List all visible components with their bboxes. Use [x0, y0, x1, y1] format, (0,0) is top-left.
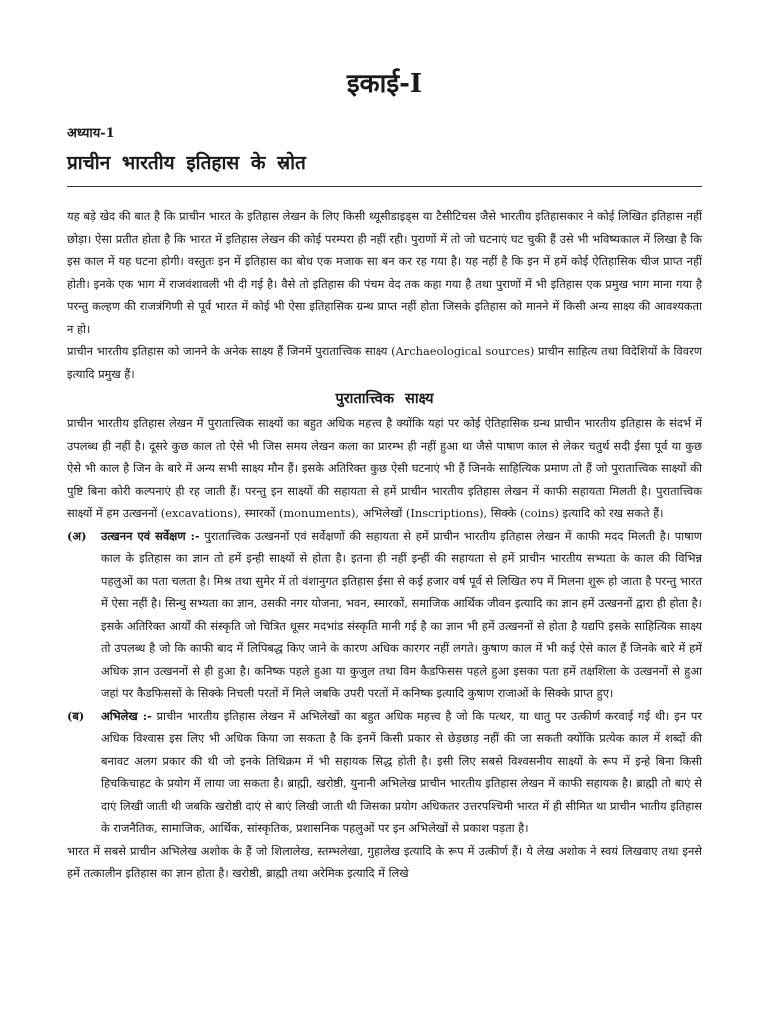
item-lead: अभिलेख :- [101, 708, 152, 723]
item-content [101, 705, 702, 840]
item-marker: (अ) [67, 528, 87, 543]
item-text: पुरातात्त्विक उत्खननों एवं सर्वेक्षणों की सहायता से हमें प्राचीन भारतीय इतिहास लेखन में काफी मदद मिलती है। पाषाण काल के इतिहास का ज्ञान तो हमें इन्ही साक्ष्यों से होता है। इतना ही नहीं इन्हीं की सहायता से हमें प्राचीन भारतीय सभ्यता के काल की विभिन्न पहलुओं का पता चलता है। मिश्र तथा सुमेर में तो वंशानुगत इतिहास ईसा से कई हजार वर्ष पूर्व से लिखित रुप में मिलना शुरू हो जाता है परन्तु भारत में ऐसा नहीं है। सिन्धु सभ्यता का ज्ञान, उसकी नगर योजना, भवन, स्मारकों, समाजिक आर्थिक जीवन इत्यादि का ज्ञान हमें उत्खननों द्वारा ही होता है। इसके अतिरिक्त आर्यों की संस्कृति जो चित्रित धूसर मदभांड संस्कृति मानी गई है का ज्ञान भी हमें उत्खननों से होता है यद्यपि इसके साहित्यिक साक्ष्य तो उपलब्ध है जो कि काफी बाद में लिपिबद्ध किए जाने के कारण अधिक कारगर नहीं लगते। कुषाण काल में भी कई ऐसे काल हैं जिनके बारे में हमें अधिक ज्ञान उत्खननों से ही हुआ है। कनिष्क पहले हुआ या कुजुल तथा विम कैडफिसस पहले हुआ इसका पता हमें तक्षशिला के उत्खननों से हुआ जहां पर कैडफिससों के सिक्के निचली परतों में मिले जबकि उपरी परतों में कनिष्क इत्यादि कुषाण राजाओं के सिक्के प्राप्त हुए। [101, 528, 702, 700]
list-item-inscriptions [67, 705, 702, 840]
ashoka-paragraph: भारत में सबसे प्राचीन अभिलेख अशोक के हैं जो शिलालेख, स्तम्भलेखा, गुहालेख इत्यादि के रूप में उत्कीर्ण हैं। ये लेख अशोक ने स्वयं लिखवाए तथा इनसे हमें तत्कालीन इतिहास का ज्ञान होता है। खरोष्ठी, ब्राह्मी तथा अरेमिक इत्यादि में लिखे [67, 843, 702, 880]
document-body [67, 205, 702, 885]
title-divider [67, 186, 702, 187]
list-item-excavation [67, 525, 702, 705]
unit-title: इकाई-I [346, 69, 423, 99]
section-heading: पुरातात्त्विक साक्ष्य [335, 390, 434, 407]
intro-paragraph: यह बड़े खेद की बात है कि प्राचीन भारत के इतिहास लेखन के लिए किसी थ्यूसीडाइड्स या टैसीटिचस जैसे भारतीय इतिहासकार ने कोई लिखित इतिहास नहीं छोड़ा। ऐसा प्रतीत होता है कि भारत में इतिहास लेखन की कोई परम्परा ही नहीं रही। पुराणों में तो जो घटनाएं घट चुकी हैं उसे भी भविष्यकाल में लिखा है कि इस काल में यह घटना होगी। वस्तुतः इन में इतिहास का बोध एक मजाक सा बन कर रह गया है। यह नहीं है कि इन में हमें कोई ऐतिहासिक चीज प्राप्त नहीं होती। इनके एक भाग में राजवंशावली भी दी गई है। वैसे तो इतिहास की पंचम वेद तक कहा गया है तथा पुराणों में भी इतिहास एक प्रमुख भाग माना गया है परन्तु कल्हण की राजत्रंगिणी से पूर्व भारत में कोई भी ऐसा इतिहासिक ग्रन्थ प्राप्त नहीं होता जिसके इतिहास को मानने में किसी अन्य साक्ष्य की आवश्यकता न हो। [67, 209, 702, 336]
sources-paragraph: प्राचीन भारतीय इतिहास को जानने के अनेक साक्ष्य हैं जिनमें पुरातात्त्विक साक्ष्य (Archaeological sources) प्राचीन साहित्य तथा विदेशियों के विवरण इत्यादि प्रमुख हैं। [67, 344, 702, 381]
chapter-title: प्राचीन भारतीय इतिहास के स्रोत [67, 152, 306, 174]
archaeology-paragraph: प्राचीन भारतीय इतिहास लेखन में पुरातात्त्विक साक्ष्यों का बहुत अधिक महत्त्व है क्योंकि यहां पर कोई ऐतिहासिक ग्रन्थ प्राचीन भारतीय इतिहास के संदर्भ में उपलब्ध ही नहीं है। दूसरे कुछ काल तो ऐसे भी जिस समय लेखन कला का प्रारम्भ ही नहीं हुआ था जैसे पाषाण काल से लेकर चतुर्थ सदी ईसा पूर्व या कुछ ऐसे भी काल है जिन के बारे में अन्य सभी साक्ष्य मौन हैं। इसके अतिरिक्त कुछ ऐसी घटनाएं भी हैं जिनके साहित्यिक प्रमाण तो हैं जो पुरातात्त्विक साक्ष्यों की पुष्टि बिना कोरी कल्पनाएं ही रह जाती हैं। परन्तु इन साक्ष्यों की सहायता से हमें प्राचीन भारतीय इतिहास लेखन में काफी सहायता मिलती है। पुरातात्त्विक साक्ष्यों में हम उत्खननों (excavations), स्मारकों (monuments), अभिलेखों (Inscriptions), सिक्के (coins) इत्यादि को रख सकते हैं। [67, 416, 702, 520]
item-marker: (ब) [67, 708, 85, 723]
chapter-number: अध्याय-1 [67, 126, 115, 141]
item-content [101, 525, 702, 705]
item-lead: उत्खनन एवं सर्वेक्षण :- [101, 528, 200, 543]
item-text: प्राचीन भारतीय इतिहास लेखन में अभिलेखों का बहुत अधिक महत्त्व है जो कि पत्थर, या धातु पर उत्कीर्ण करवाई गई थी। इन पर अधिक विश्वास इस लिए भी अधिक किया जा सकता है कि इनमें किसी प्रकार से छेड़छाड़ नहीं की जा सकती क्योंकि प्रत्येक काल में शब्दों की बनावट अलग प्रकार की थी जो इनके तिथिक्रम में भी सहायक सिद्ध होती है। इसी लिए सबसे विश्वसनीय साक्ष्यों के रूप में इन्हे बिना किसी हिचकिचाहट के प्रयोग में लाया जा सकता है। ब्राह्मी, खरोष्ठी, युनानी अभिलेख प्राचीन भारतीय इतिहास लेखन में काफी सहायक है। ब्राह्मी तो बाएं से दाएं लिखी जाती थी जबकि खरोष्ठी दाएं से बाएं लिखी जाती थी जिसका प्रयोग अधिकतर उत्तरपश्चिमी भारत में ही सीमित था प्राचीन भातीय इतिहास के राजनैतिक, सामाजिक, आर्थिक, सांस्कृतिक, प्रशासनिक पहलुओं पर इन अभिलेखों से प्रकाश पड़ता है। [101, 708, 702, 835]
